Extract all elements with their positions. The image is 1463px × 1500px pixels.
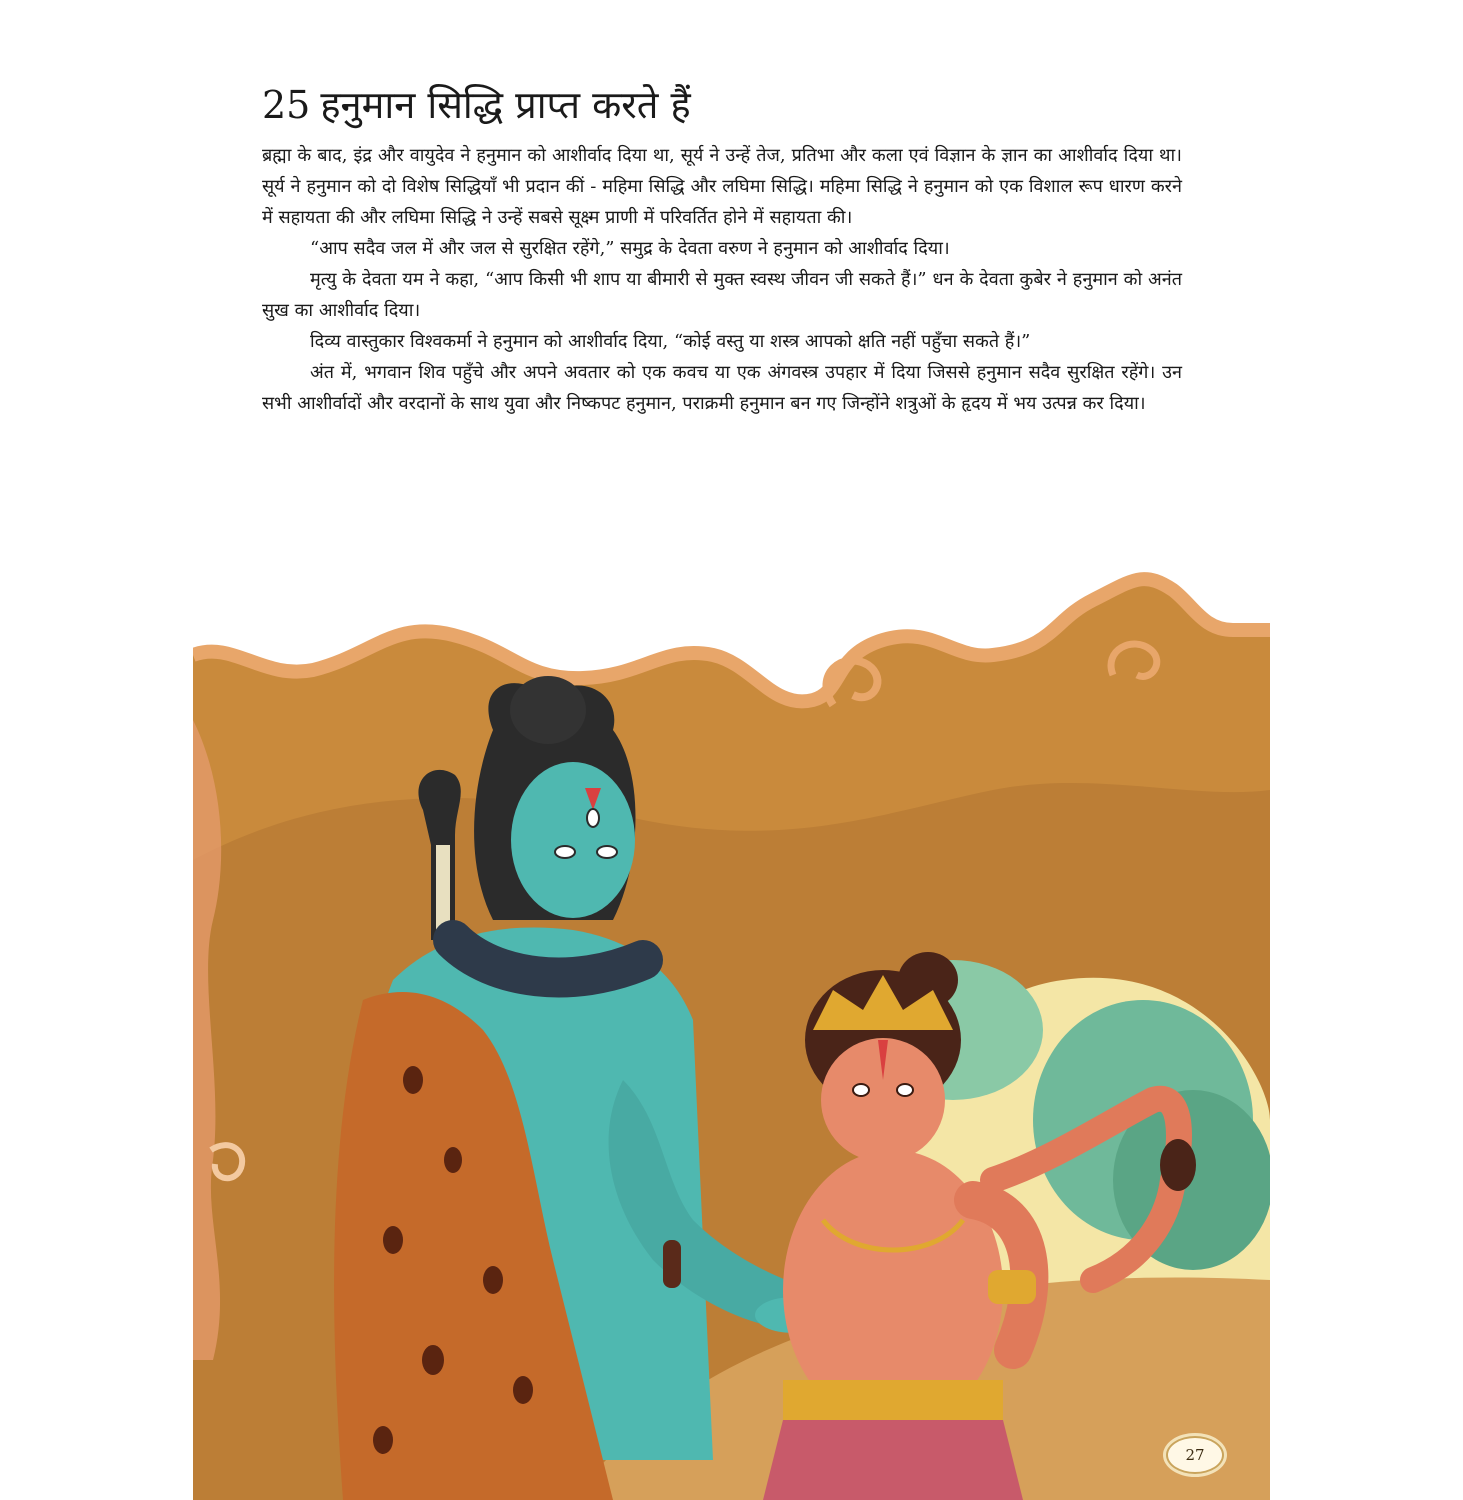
story-paragraph: दिव्य वास्तुकार विश्वकर्मा ने हनुमान को आशीर्वाद दिया, “कोई वस्तु या शस्त्र आपको क्षति नहीं पहुँचा सकते हैं।” <box>310 331 1031 352</box>
story-body <box>262 140 1182 419</box>
story-paragraph: ब्रह्मा के बाद, इंद्र और वायुदेव ने हनुमान को आशीर्वाद दिया था, सूर्य ने उन्हें तेज, प्रतिभा और कला एवं विज्ञान के ज्ञान का आशीर्वाद दिया था। सूर्य ने हनुमान को दो विशेष सिद्धियाँ भी प्रदान कीं - महिमा सिद्धि और लघिमा सिद्धि। महिमा सिद्धि ने हनुमान को एक विशाल रूप धारण करने में सहायता की और लघिमा सिद्धि ने उन्हें सबसे सूक्ष्म प्राणी में परिवर्तित होने में सहायता की। <box>262 145 1182 228</box>
rudraksha-bracelet <box>663 1240 681 1288</box>
story-paragraph: “आप सदैव जल में और जल से सुरक्षित रहेंगे,” समुद्र के देवता वरुण ने हनुमान को आशीर्वाद दिया। <box>310 238 950 259</box>
hanuman-eye-left <box>853 1084 869 1096</box>
chapter-title-text: हनुमान सिद्धि प्राप्त करते हैं <box>320 83 691 127</box>
page-text <box>262 78 1182 419</box>
hanuman-dhoti <box>763 1420 1023 1500</box>
shiva-third-eye <box>587 809 599 827</box>
hanuman-tail-tip <box>1160 1139 1196 1191</box>
story-paragraph: मृत्यु के देवता यम ने कहा, “आप किसी भी शाप या बीमारी से मुक्त स्वस्थ जीवन जी सकते हैं।” धन के देवता कुबेर ने हनुमान को अनंत सुख का आशीर्वाद दिया। <box>262 269 1182 321</box>
hanuman-eye-right <box>897 1084 913 1096</box>
hanuman-armband <box>988 1270 1036 1304</box>
shiva-face <box>511 762 635 918</box>
chapter-number: 25 <box>262 83 311 127</box>
story-paragraph: अंत में, भगवान शिव पहुँचे और अपने अवतार को एक कवच या एक अंगवस्त्र उपहार में दिया जिससे हनुमान सदैव सुरक्षित रहेंगे। उन सभी आशीर्वादों और वरदानों के साथ युवा और निष्कपट हनुमान, पराक्रमी हनुमान बन गए जिन्होंने शत्रुओं के हृदय में भय उत्पन्न कर दिया। <box>262 362 1182 414</box>
shiva-eye-right <box>597 846 617 858</box>
hanuman-belt <box>783 1380 1003 1420</box>
shiva-blessing-hanuman-illustration <box>193 560 1270 1500</box>
chapter-title <box>262 78 1182 132</box>
shiva-eye-left <box>555 846 575 858</box>
page-number: 27 <box>1166 1436 1224 1474</box>
shiva-hair-bun <box>510 676 586 744</box>
